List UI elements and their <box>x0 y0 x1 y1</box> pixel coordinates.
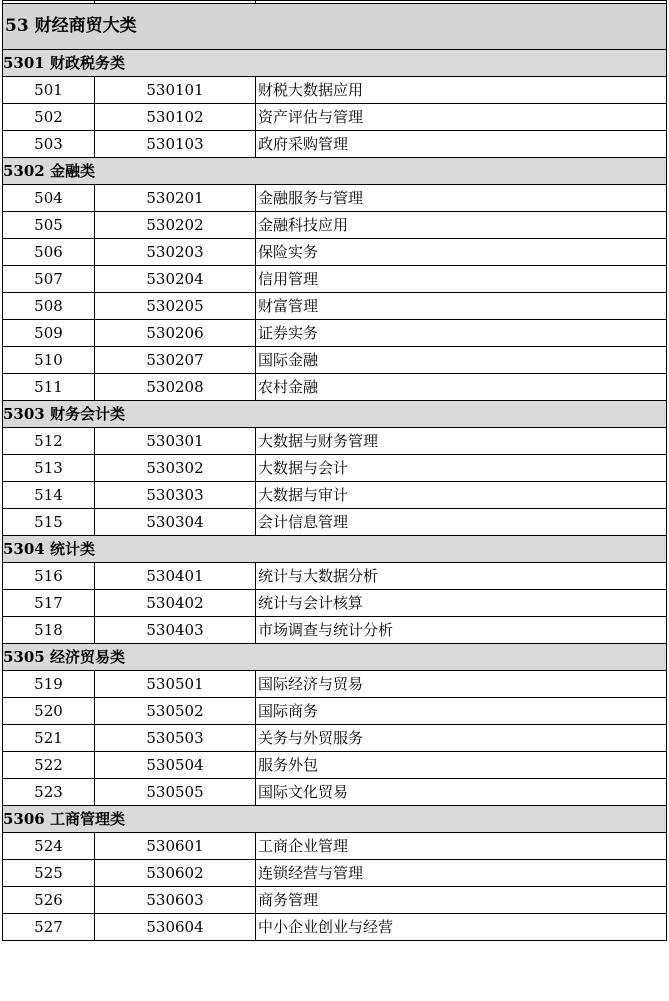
seq-cell: 525 <box>3 860 95 887</box>
code-cell: 530502 <box>95 698 256 725</box>
table-row <box>3 617 667 644</box>
name-cell: 保险实务 <box>256 239 667 266</box>
seq-cell: 521 <box>3 725 95 752</box>
group-header: 5303 财务会计类 <box>3 401 667 428</box>
table-row <box>3 590 667 617</box>
code-cell: 530203 <box>95 239 256 266</box>
group-header-row <box>3 644 667 671</box>
table-row <box>3 239 667 266</box>
name-cell: 关务与外贸服务 <box>256 725 667 752</box>
code-cell: 530604 <box>95 914 256 941</box>
table-row <box>3 185 667 212</box>
table-row <box>3 266 667 293</box>
seq-cell: 527 <box>3 914 95 941</box>
name-cell: 资产评估与管理 <box>256 104 667 131</box>
name-cell: 大数据与审计 <box>256 482 667 509</box>
code-cell: 530603 <box>95 887 256 914</box>
code-cell: 530401 <box>95 563 256 590</box>
major-catalog-table <box>2 0 667 941</box>
table-row <box>3 509 667 536</box>
group-header-row <box>3 536 667 563</box>
seq-cell: 523 <box>3 779 95 806</box>
seq-cell: 518 <box>3 617 95 644</box>
table-row <box>3 374 667 401</box>
seq-cell: 506 <box>3 239 95 266</box>
seq-cell: 519 <box>3 671 95 698</box>
table-row <box>3 293 667 320</box>
table-row <box>3 131 667 158</box>
name-cell: 国际经济与贸易 <box>256 671 667 698</box>
seq-cell: 516 <box>3 563 95 590</box>
table-row <box>3 725 667 752</box>
table-row <box>3 212 667 239</box>
group-header-row <box>3 158 667 185</box>
code-cell: 530206 <box>95 320 256 347</box>
name-cell: 统计与会计核算 <box>256 590 667 617</box>
code-cell: 530201 <box>95 185 256 212</box>
seq-cell: 508 <box>3 293 95 320</box>
code-cell: 530402 <box>95 590 256 617</box>
table-row <box>3 347 667 374</box>
seq-cell: 520 <box>3 698 95 725</box>
seq-cell: 514 <box>3 482 95 509</box>
code-cell: 530302 <box>95 455 256 482</box>
seq-cell: 501 <box>3 77 95 104</box>
group-header: 5305 经济贸易类 <box>3 644 667 671</box>
code-cell: 530101 <box>95 77 256 104</box>
group-header: 5306 工商管理类 <box>3 806 667 833</box>
group-header-row <box>3 50 667 77</box>
table-row <box>3 671 667 698</box>
code-cell: 530601 <box>95 833 256 860</box>
code-cell: 530303 <box>95 482 256 509</box>
table-row <box>3 752 667 779</box>
name-cell: 农村金融 <box>256 374 667 401</box>
name-cell: 证券实务 <box>256 320 667 347</box>
name-cell: 信用管理 <box>256 266 667 293</box>
name-cell: 商务管理 <box>256 887 667 914</box>
table-row <box>3 887 667 914</box>
seq-cell: 505 <box>3 212 95 239</box>
group-header: 5304 统计类 <box>3 536 667 563</box>
table-row <box>3 428 667 455</box>
code-cell: 530207 <box>95 347 256 374</box>
name-cell: 中小企业创业与经营 <box>256 914 667 941</box>
code-cell: 530205 <box>95 293 256 320</box>
code-cell: 530602 <box>95 860 256 887</box>
seq-cell: 503 <box>3 131 95 158</box>
name-cell: 财富管理 <box>256 293 667 320</box>
code-cell: 530301 <box>95 428 256 455</box>
name-cell: 金融科技应用 <box>256 212 667 239</box>
name-cell: 连锁经营与管理 <box>256 860 667 887</box>
name-cell: 国际金融 <box>256 347 667 374</box>
code-cell: 530204 <box>95 266 256 293</box>
name-cell: 工商企业管理 <box>256 833 667 860</box>
name-cell: 国际文化贸易 <box>256 779 667 806</box>
seq-cell: 509 <box>3 320 95 347</box>
table-row <box>3 860 667 887</box>
table-row <box>3 77 667 104</box>
table-row <box>3 833 667 860</box>
name-cell: 服务外包 <box>256 752 667 779</box>
name-cell: 金融服务与管理 <box>256 185 667 212</box>
name-cell: 政府采购管理 <box>256 131 667 158</box>
table-body <box>3 1 667 941</box>
table-row <box>3 698 667 725</box>
seq-cell: 515 <box>3 509 95 536</box>
name-cell: 财税大数据应用 <box>256 77 667 104</box>
group-header-row <box>3 401 667 428</box>
seq-cell: 502 <box>3 104 95 131</box>
group-header: 5302 金融类 <box>3 158 667 185</box>
seq-cell: 522 <box>3 752 95 779</box>
code-cell: 530102 <box>95 104 256 131</box>
name-cell: 会计信息管理 <box>256 509 667 536</box>
group-header-row <box>3 806 667 833</box>
seq-cell: 517 <box>3 590 95 617</box>
name-cell: 大数据与会计 <box>256 455 667 482</box>
table-row <box>3 455 667 482</box>
document-page <box>2 0 665 941</box>
code-cell: 530208 <box>95 374 256 401</box>
table-row <box>3 563 667 590</box>
seq-cell: 526 <box>3 887 95 914</box>
seq-cell: 513 <box>3 455 95 482</box>
table-row <box>3 779 667 806</box>
seq-cell: 511 <box>3 374 95 401</box>
code-cell: 530503 <box>95 725 256 752</box>
seq-cell: 504 <box>3 185 95 212</box>
code-cell: 530501 <box>95 671 256 698</box>
seq-cell: 510 <box>3 347 95 374</box>
major-category-title: 53 财经商贸大类 <box>3 4 667 50</box>
code-cell: 530304 <box>95 509 256 536</box>
code-cell: 530505 <box>95 779 256 806</box>
name-cell: 大数据与财务管理 <box>256 428 667 455</box>
name-cell: 市场调查与统计分析 <box>256 617 667 644</box>
code-cell: 530504 <box>95 752 256 779</box>
code-cell: 530103 <box>95 131 256 158</box>
code-cell: 530403 <box>95 617 256 644</box>
table-row <box>3 914 667 941</box>
seq-cell: 524 <box>3 833 95 860</box>
group-header: 5301 财政税务类 <box>3 50 667 77</box>
name-cell: 统计与大数据分析 <box>256 563 667 590</box>
name-cell: 国际商务 <box>256 698 667 725</box>
table-row <box>3 320 667 347</box>
seq-cell: 507 <box>3 266 95 293</box>
seq-cell: 512 <box>3 428 95 455</box>
table-row <box>3 482 667 509</box>
code-cell: 530202 <box>95 212 256 239</box>
major-category-row <box>3 4 667 50</box>
table-row <box>3 104 667 131</box>
